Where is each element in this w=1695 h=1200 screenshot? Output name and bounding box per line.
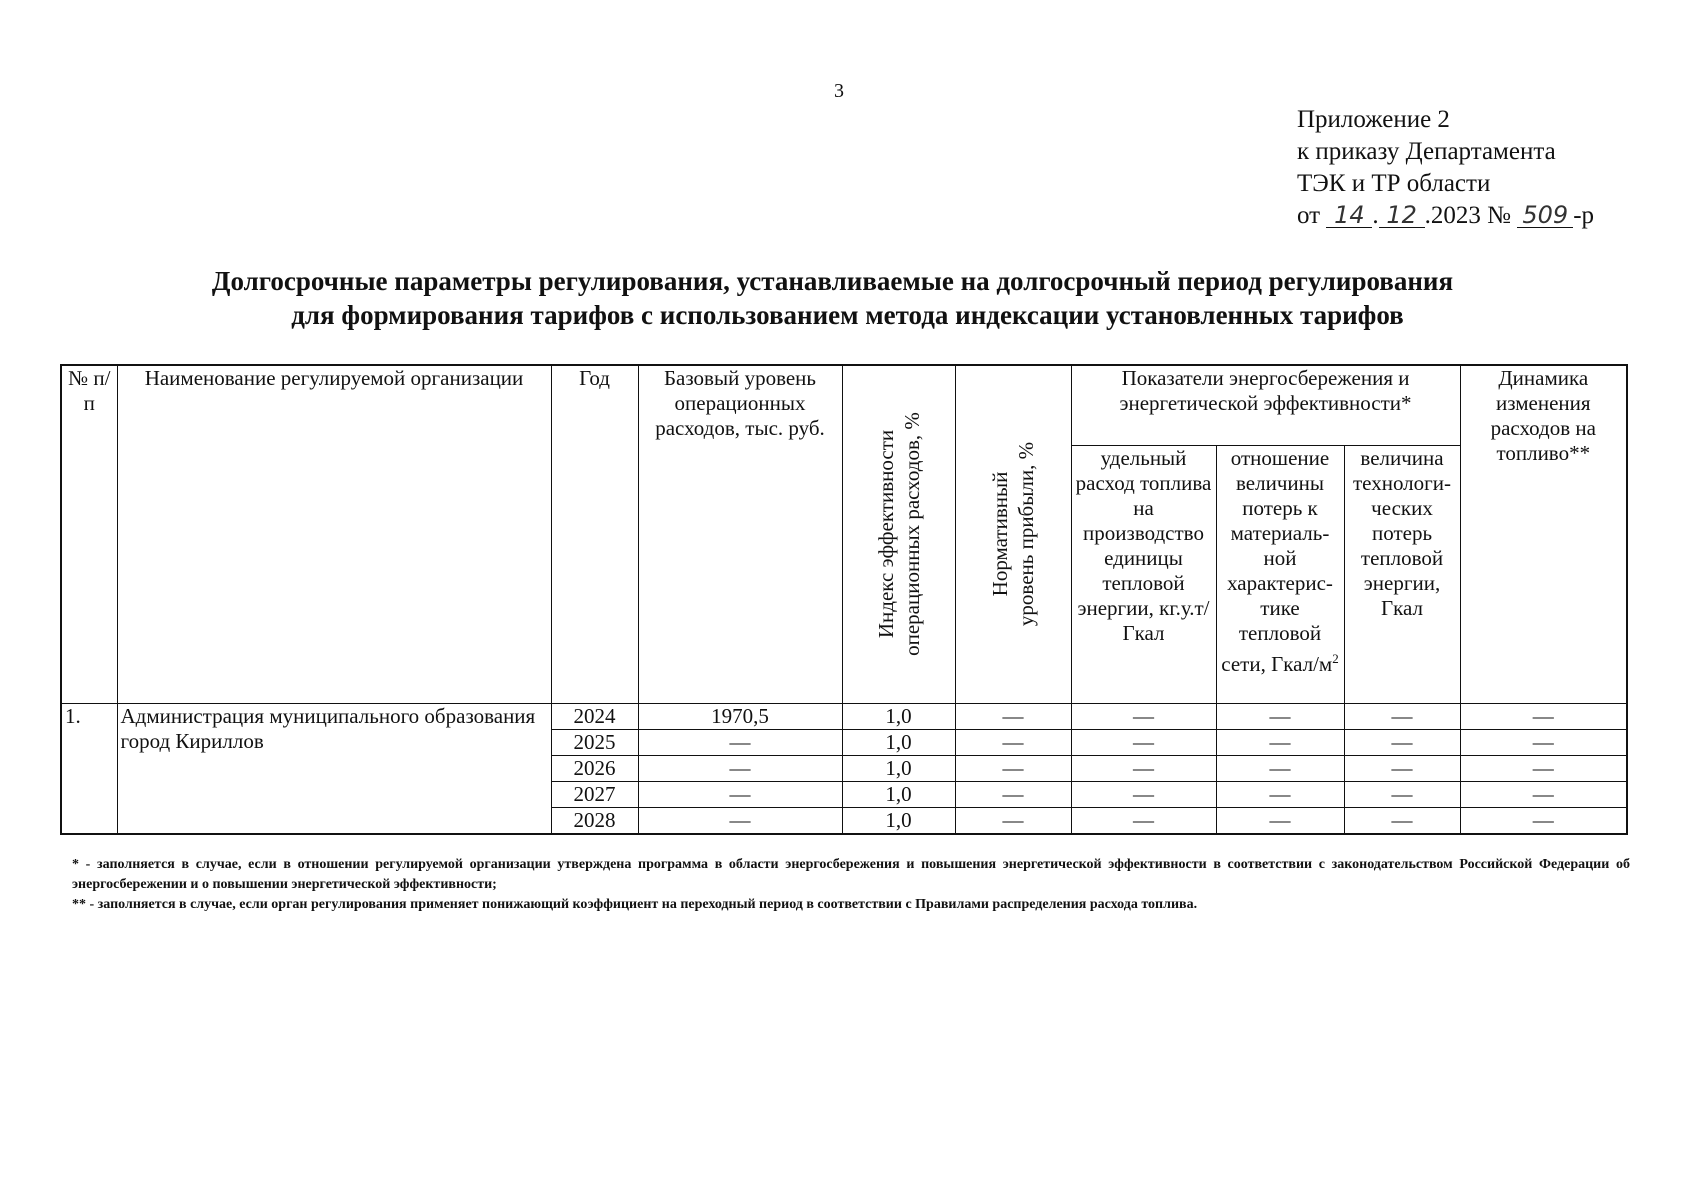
- table-row-dyn: —: [1460, 781, 1627, 807]
- footnote-1: * - заполняется в случае, если в отношении регулируемой организации утверждена программа в области энергосбережения и повышения энергетической эффективности в соответствии с законодательством Российской Федерации об энергосбережении и о повышении энергетической эффективности;: [72, 857, 1630, 892]
- table-row-profit: —: [955, 807, 1071, 834]
- header-index: [842, 365, 955, 703]
- table-row-tech: —: [1344, 755, 1460, 781]
- order-number-handwritten: 509: [1517, 203, 1573, 228]
- appendix-line-3: ТЭК и ТР области: [1297, 170, 1491, 197]
- table-row-base: —: [638, 781, 842, 807]
- date-day-handwritten: 14: [1326, 203, 1372, 228]
- header-year: Год: [551, 365, 638, 703]
- footnotes: [60, 855, 1630, 915]
- table-row-profit: —: [955, 703, 1071, 729]
- table-row-base: —: [638, 807, 842, 834]
- table-row-dyn: —: [1460, 807, 1627, 834]
- table-row-fuel: —: [1071, 703, 1216, 729]
- header-tech-loss: величина технологи-ческих потерь тепловой энергии, Гкал: [1344, 445, 1460, 703]
- parameters-table: [60, 364, 1628, 835]
- table-row-tech: —: [1344, 729, 1460, 755]
- table-row-profit: —: [955, 755, 1071, 781]
- header-fuel: удельный расход топлива на производство единицы тепловой энергии, кг.у.т/Гкал: [1071, 445, 1216, 703]
- table-row-loss: —: [1216, 703, 1344, 729]
- table-row-tech: —: [1344, 781, 1460, 807]
- table-row-dyn: —: [1460, 703, 1627, 729]
- date-month-handwritten: 12: [1379, 203, 1425, 228]
- table-row-year: 2027: [551, 781, 638, 807]
- table-row-dyn: —: [1460, 729, 1627, 755]
- header-org: Наименование регулируемой организации: [117, 365, 551, 703]
- header-base-costs: Базовый уровень операционных расходов, тыс. руб.: [638, 365, 842, 703]
- appendix-line-1: Приложение 2: [1297, 106, 1450, 133]
- title-line-2: для формирования тарифов с использованием метода индексации установленных тарифов: [291, 300, 1404, 330]
- date-year: .2023 №: [1424, 202, 1511, 229]
- table-row-index: 1,0: [842, 703, 955, 729]
- table-row-index: 1,0: [842, 807, 955, 834]
- date-prefix: от: [1297, 202, 1321, 229]
- table-row-fuel: —: [1071, 781, 1216, 807]
- header-loss-ratio: [1216, 445, 1344, 703]
- org-name: Администрация муниципального образования город Кириллов: [117, 703, 551, 834]
- table-row-year: 2028: [551, 807, 638, 834]
- header-profit-text: Нормативный уровень прибыли, %: [988, 442, 1038, 627]
- footnote-2: ** - заполняется в случае, если орган регулирования применяет понижающий коэффициент на переходный период в соответствии с Правилами распределения расхода топлива.: [72, 897, 1198, 912]
- table-row-base: —: [638, 729, 842, 755]
- table-row-tech: —: [1344, 703, 1460, 729]
- table-row-index: 1,0: [842, 781, 955, 807]
- table-row-fuel: —: [1071, 807, 1216, 834]
- table-row-dyn: —: [1460, 755, 1627, 781]
- table-row-loss: —: [1216, 755, 1344, 781]
- table-row-profit: —: [955, 781, 1071, 807]
- header-loss-ratio-sup: 2: [1332, 650, 1339, 666]
- table-row-year: 2025: [551, 729, 638, 755]
- page-number: 3: [834, 80, 844, 102]
- table-row-tech: —: [1344, 807, 1460, 834]
- table-row-base: 1970,5: [638, 703, 842, 729]
- title-line-1: Долгосрочные параметры регулирования, устанавливаемые на долгосрочный период регулирования: [211, 266, 1454, 296]
- table-row-loss: —: [1216, 807, 1344, 834]
- table-row-index: 1,0: [842, 729, 955, 755]
- table-row-profit: —: [955, 729, 1071, 755]
- header-num: № п/п: [61, 365, 117, 703]
- header-dynamics: Динамика изменения расходов на топливо**: [1460, 365, 1627, 703]
- appendix-block: [1297, 104, 1594, 232]
- table-row-base: —: [638, 755, 842, 781]
- table-row-fuel: —: [1071, 729, 1216, 755]
- order-suffix: -р: [1573, 202, 1595, 229]
- document-title: [0, 264, 1695, 332]
- table-row-fuel: —: [1071, 755, 1216, 781]
- table-row-loss: —: [1216, 729, 1344, 755]
- table-row-index: 1,0: [842, 755, 955, 781]
- header-energy-group: Показатели энергосбережения и энергетической эффективности*: [1071, 365, 1460, 445]
- appendix-line-2: к приказу Департамента: [1297, 138, 1556, 165]
- org-num: 1.: [61, 703, 117, 834]
- table-row-year: 2024: [551, 703, 638, 729]
- table-row-year: 2026: [551, 755, 638, 781]
- table-row-loss: —: [1216, 781, 1344, 807]
- appendix-date-line: от 14 . 12 .2023 № 509 -р: [1297, 201, 1595, 229]
- header-profit: [955, 365, 1071, 703]
- header-loss-ratio-text: отношение величины потерь к материаль-ной характерис-тике тепловой сети, Гкал/м: [1221, 445, 1333, 676]
- header-index-text: Индекс эффективности операционных расходов, %: [873, 412, 924, 657]
